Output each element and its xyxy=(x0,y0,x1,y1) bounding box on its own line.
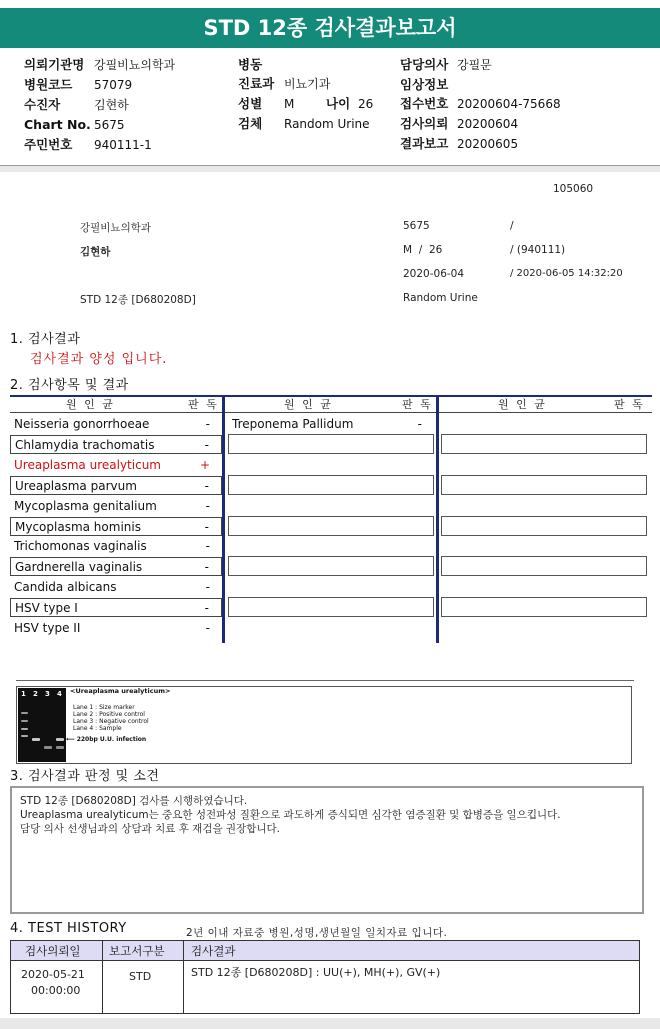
organism-name: Candida albicans xyxy=(14,580,117,594)
organism-result: - xyxy=(204,520,209,534)
header-value: Random Urine xyxy=(284,117,370,131)
result-row xyxy=(10,517,222,536)
sample-band xyxy=(56,746,64,749)
gel-legend-item: Lane 2 : Positive control xyxy=(73,711,145,718)
header-value: 20200605 xyxy=(457,137,519,151)
header-label: 병동 xyxy=(238,57,263,72)
organism-result: - xyxy=(417,417,422,431)
header-value: 김현하 xyxy=(94,98,129,112)
sex-value: M xyxy=(284,97,295,111)
organism-name: Treponema Pallidum xyxy=(232,417,354,431)
overall-result: 검사결과 양성 입니다. xyxy=(30,352,168,367)
empty-cell xyxy=(228,434,434,454)
marker-band xyxy=(21,735,28,737)
table-header-rule xyxy=(10,412,652,413)
summary-receipt-date: 2020-06-04 xyxy=(403,268,465,280)
th-organism: 원 인 균 xyxy=(66,398,115,411)
header-label: 진료과 xyxy=(238,76,275,91)
th-result: 판 독 xyxy=(402,398,433,411)
summary-hospital: 강필비뇨의학과 xyxy=(80,222,152,234)
empty-cell xyxy=(441,597,647,617)
result-row xyxy=(228,415,434,434)
organism-name: Ureaplasma parvum xyxy=(15,479,137,493)
empty-cell xyxy=(228,556,434,576)
history-table xyxy=(10,940,640,1014)
history-date: 2020-05-21 xyxy=(21,968,85,981)
empty-cell xyxy=(228,516,434,536)
empty-cell xyxy=(441,475,647,495)
empty-cell xyxy=(441,434,647,454)
header-col3 xyxy=(400,55,561,154)
finding-line: 담당 의사 선생님과의 상담과 치료 후 재검을 권장합니다. xyxy=(20,823,280,835)
history-th-type: 보고서구분 xyxy=(109,944,165,958)
summary-specimen: Random Urine xyxy=(403,292,478,304)
result-row xyxy=(10,415,222,434)
organism-name: Neisseria gonorrhoeae xyxy=(14,417,150,431)
age-value: 26 xyxy=(358,97,374,111)
section-history-title: 4. TEST HISTORY xyxy=(10,921,127,936)
finding-line: STD 12종 [D680208D] 검사를 시행하였습니다. xyxy=(20,795,248,807)
empty-cell xyxy=(441,556,647,576)
header-label: 검사의뢰 xyxy=(400,116,449,131)
negative-band xyxy=(44,746,52,749)
marker-band xyxy=(21,728,28,730)
organism-name: Mycoplasma hominis xyxy=(15,520,141,534)
sample-band xyxy=(56,738,64,741)
gel-legend xyxy=(70,688,170,732)
header-value: 940111-1 xyxy=(94,138,152,152)
history-type: STD xyxy=(129,970,152,983)
history-header-row xyxy=(11,941,639,961)
table-col-divider xyxy=(222,395,225,643)
organism-name: Chlamydia trachomatis xyxy=(15,438,155,452)
gel-band-label: 220bp U.U. infection xyxy=(76,736,147,743)
history-th-date: 검사의뢰일 xyxy=(25,944,81,958)
th-organism: 원 인 균 xyxy=(284,398,333,411)
organism-name: HSV type I xyxy=(15,601,78,615)
header-label: Chart No. xyxy=(24,117,91,132)
arrow-icon: ⟵ xyxy=(66,736,77,743)
table-col-divider xyxy=(436,395,439,643)
history-result: STD 12종 [D680208D] : UU(+), MH(+), GV(+) xyxy=(191,966,441,979)
marker-band xyxy=(21,712,28,714)
organism-result: - xyxy=(204,560,209,574)
age-label: 나이 xyxy=(326,96,351,111)
header-col1 xyxy=(24,55,175,155)
report-code: 105060 xyxy=(553,183,594,195)
header-label: 담당의사 xyxy=(400,57,449,72)
header-col2 xyxy=(238,55,373,134)
header-value: 20200604 xyxy=(457,117,519,131)
header-label: 의뢰기관명 xyxy=(24,57,85,72)
summary-chart: 5675 xyxy=(403,220,430,232)
header-label: 검체 xyxy=(238,116,263,131)
result-row xyxy=(10,497,222,516)
organism-result: - xyxy=(204,479,209,493)
summary-slash: / xyxy=(510,220,514,232)
gel-legend-item: Lane 4 : Sample xyxy=(73,725,122,732)
organism-name: Ureaplasma urealyticum xyxy=(14,458,161,472)
history-th-result: 검사결과 xyxy=(191,944,236,958)
organism-name: Mycoplasma genitalium xyxy=(14,499,157,513)
section-finding-title: 3. 검사결과 판정 및 소견 xyxy=(10,769,160,784)
organism-name: Trichomonas vaginalis xyxy=(14,539,147,553)
section-items-title: 2. 검사항목 및 결과 xyxy=(10,378,129,393)
lane-label: 2 xyxy=(33,690,38,698)
report-title: STD 12종 검사결과보고서 xyxy=(0,8,660,48)
gel-legend-item: Lane 1 : Size marker xyxy=(73,704,135,711)
summary-report-datetime: / 2020-06-05 14:32:20 xyxy=(510,268,623,279)
organism-result: - xyxy=(205,417,210,431)
divider-strip xyxy=(0,166,660,172)
organism-result: - xyxy=(204,601,209,615)
finding-line: Ureaplasma urealyticum는 중요한 성전파성 질환으로 과도하게 증식되면 심각한 염증질환 및 합병증을 일으킵니다. xyxy=(20,809,561,821)
marker-band xyxy=(21,720,28,722)
header-value: 강필문 xyxy=(457,58,492,72)
header-label: 병원코드 xyxy=(24,77,73,92)
gel-electrophoresis-image xyxy=(18,688,66,762)
organism-result: - xyxy=(205,621,210,635)
gel-top-rule xyxy=(16,680,634,681)
header-label: 접수번호 xyxy=(400,96,449,111)
th-organism: 원 인 균 xyxy=(498,398,547,411)
result-row xyxy=(10,476,222,495)
gel-band-annotation xyxy=(66,736,146,743)
lane-label: 4 xyxy=(57,690,62,698)
organism-result: - xyxy=(205,539,210,553)
organism-name: Gardnerella vaginalis xyxy=(15,560,143,574)
empty-cell xyxy=(228,597,434,617)
th-result: 판 독 xyxy=(614,398,645,411)
header-value: 비뇨기과 xyxy=(284,77,331,91)
summary-test-name: STD 12종 [D680208D] xyxy=(80,294,196,306)
history-col-divider xyxy=(183,941,184,1013)
organism-result: - xyxy=(205,580,210,594)
result-row xyxy=(10,557,222,576)
empty-cell xyxy=(228,475,434,495)
header-label: 결과보고 xyxy=(400,136,449,151)
history-col-divider xyxy=(102,941,103,1013)
organism-result: - xyxy=(205,499,210,513)
finding-box xyxy=(10,786,644,914)
header-value: 강필비뇨의학과 xyxy=(94,58,176,72)
organism-result: + xyxy=(199,458,210,472)
summary-patient: 김현하 xyxy=(80,246,111,258)
gel-legend-item: Lane 3 : Negative control xyxy=(73,718,149,725)
summary-birth: / (940111) xyxy=(510,244,566,256)
header-value: 20200604-75668 xyxy=(457,97,561,111)
result-row xyxy=(10,598,222,617)
footer-strip xyxy=(0,1018,660,1029)
lane-label: 1 xyxy=(21,690,26,698)
header-label: 수진자 xyxy=(24,97,61,112)
header-label: 성별 xyxy=(238,96,263,111)
result-row xyxy=(10,537,222,556)
header-label: 임상정보 xyxy=(400,77,449,92)
summary-sex-age: M / 26 xyxy=(403,244,443,256)
header-value: 57079 xyxy=(94,78,133,92)
result-row xyxy=(10,435,222,454)
history-note: 2년 이내 자료중 병원,성명,생년월일 일치자료 입니다. xyxy=(186,927,448,939)
empty-cell xyxy=(441,516,647,536)
positive-band xyxy=(32,738,40,741)
result-row-positive xyxy=(10,456,222,475)
header-label: 주민번호 xyxy=(24,137,73,152)
organism-name: HSV type II xyxy=(14,621,81,635)
lane-label: 3 xyxy=(45,690,50,698)
history-time: 00:00:00 xyxy=(31,984,81,997)
gel-title: <Ureaplasma urealyticum> xyxy=(70,687,171,695)
organism-result: - xyxy=(204,438,209,452)
section-result-title: 1. 검사결과 xyxy=(10,332,81,347)
result-row xyxy=(10,578,222,597)
th-result: 판 독 xyxy=(188,398,219,411)
result-row xyxy=(10,619,222,638)
header-value: 5675 xyxy=(94,118,125,132)
